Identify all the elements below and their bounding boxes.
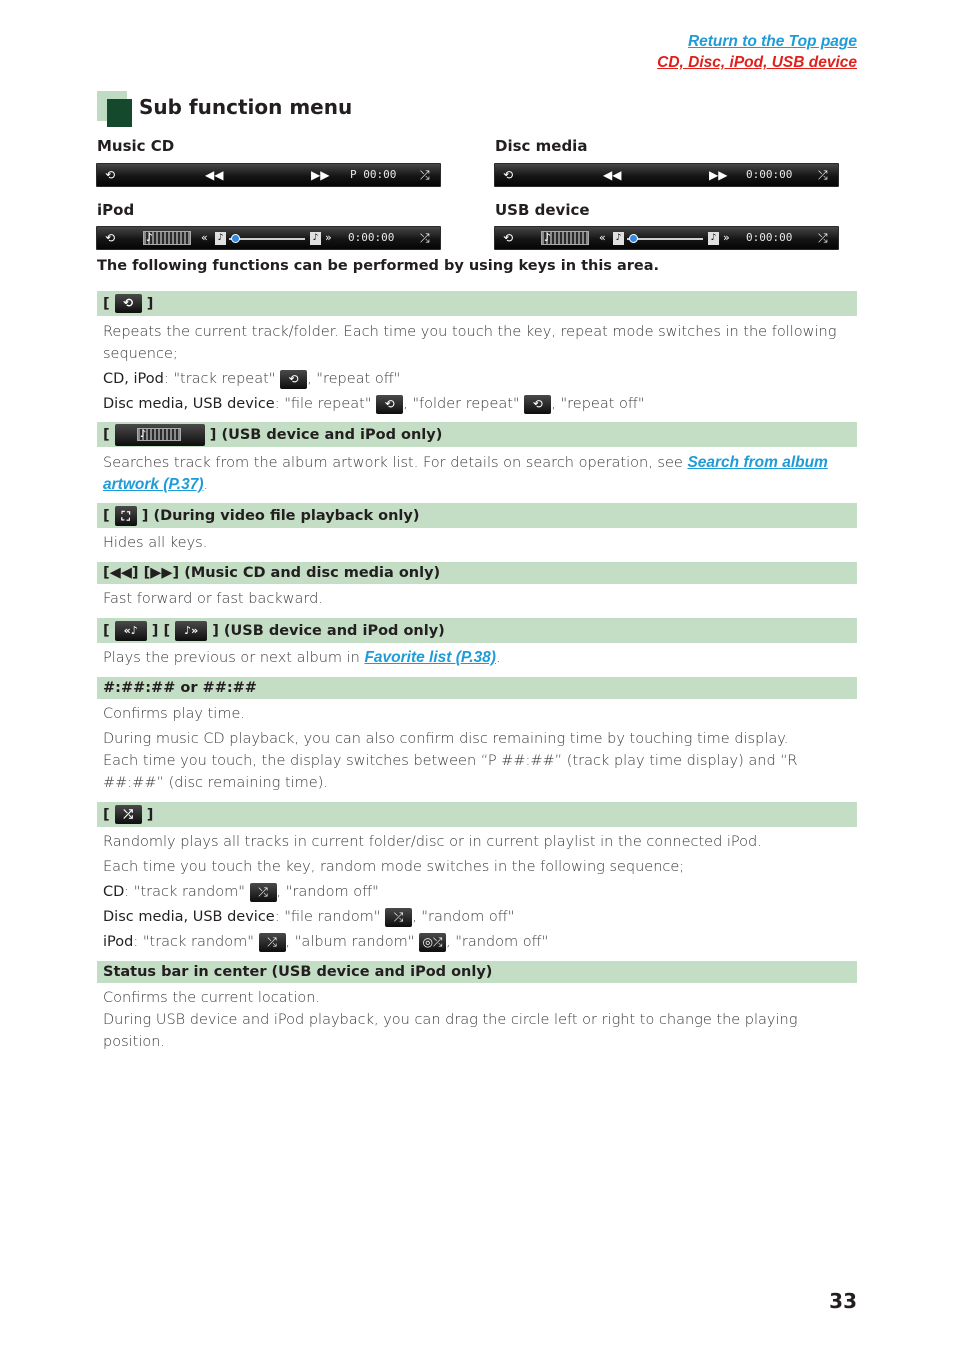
section-status-body (103, 987, 853, 1053)
random-ipod-sequence: iPod: "track random" ⤮ , "album random" ◎⤮ , "random off" (103, 934, 549, 950)
page-title-block (97, 91, 497, 127)
section-ffw-title: [◀◀] [▶▶] (Music CD and disc media only) (103, 565, 441, 581)
random-disc-sequence: Disc media, USB device: "file random" ⤮ , "random off" (103, 909, 515, 925)
shuffle-icon: ⤮ (385, 908, 412, 927)
shuffle-icon: ⤮ (115, 805, 142, 824)
music-cd-bar (96, 163, 441, 187)
repeat-icon[interactable]: ⟲ (105, 231, 116, 245)
search-album-artwork-link[interactable]: Search from album artwork (P.37) (103, 454, 828, 493)
period: . (203, 477, 209, 493)
shuffle-icon[interactable]: ⤮ (420, 231, 430, 245)
random-p1: Randomly plays all tracks in current folder/disc or in current playlist in the connected iPod. (103, 834, 762, 850)
return-top-link[interactable]: Return to the Top page (687, 33, 857, 50)
section-video-body: Hides all keys. (103, 535, 208, 551)
favorite-list-link[interactable]: Favorite list (P.38) (364, 649, 496, 666)
section-video-header (97, 503, 857, 528)
shuffle-icon[interactable]: ⤮ (420, 168, 430, 182)
hide-keys-icon: ⛶ (115, 506, 137, 526)
disc-media-bar (494, 163, 839, 187)
section-album-header (97, 618, 857, 643)
time-display[interactable]: P 00:00 (350, 168, 397, 181)
status-bar-knob[interactable] (231, 234, 240, 243)
rewind-icon[interactable]: ◀◀ (205, 168, 224, 182)
shuffle-icon: ⤮ (259, 933, 286, 952)
disc-media-label: Disc media (495, 137, 588, 155)
bracket-open: [ (103, 507, 110, 524)
bracket-open: [ (103, 806, 110, 823)
section-artwork-header (97, 422, 857, 447)
repeat-icon: ⟲ (280, 370, 307, 389)
section-ffw-body: Fast forward or fast backward. (103, 591, 323, 607)
bracket-close: ] (146, 295, 154, 312)
fast-forward-icon[interactable]: ▶▶ (311, 168, 330, 182)
time-p2: During music CD playback, you can also confirm disc remaining time by touching time display. (103, 731, 789, 747)
section-repeat-header (97, 291, 857, 316)
section-album-title: ] (USB device and iPod only) (212, 622, 445, 639)
time-p3: Each time you touch, the display switches between “P ##:##” (track play time display) and “R ##:##” (disc remaining time). (103, 753, 798, 791)
intro-text: The following functions can be performed by using keys in this area. (97, 258, 660, 274)
prev-album-icon[interactable]: « (599, 231, 606, 244)
section-video-title: ] (During video file playback only) (141, 507, 420, 524)
album-artwork-icon: ♪ (115, 424, 205, 446)
bracket-open: [ (103, 622, 110, 639)
section-random-body (103, 831, 853, 953)
prev-album-icon[interactable]: « (201, 231, 208, 244)
status-p1: Confirms the current location. (103, 990, 321, 1006)
artwork-description: Searches track from the album artwork list. For details on search operation, see (103, 455, 688, 471)
note-icon: ♪ (708, 232, 719, 245)
page-number: 33 (829, 1289, 857, 1313)
section-artwork-body (103, 452, 853, 496)
period: . (495, 650, 501, 666)
album-artwork-icon[interactable]: ♪ (541, 231, 589, 245)
status-bar-knob[interactable] (629, 234, 638, 243)
time-display[interactable]: 0:00:00 (746, 231, 793, 244)
section-link[interactable]: CD, Disc, iPod, USB device (657, 54, 857, 71)
section-repeat-body (103, 321, 853, 415)
status-bar-track[interactable] (627, 238, 703, 240)
bracket-mid: ] [ (151, 622, 171, 639)
section-status-header (97, 961, 857, 983)
section-random-header (97, 802, 857, 827)
section-time-body (103, 703, 853, 794)
album-artwork-icon[interactable]: ♪ (143, 231, 191, 245)
shuffle-icon: ⤮ (250, 883, 277, 902)
repeat-icon[interactable]: ⟲ (503, 231, 514, 245)
repeat-cd-sequence: CD, iPod: "track repeat" ⟲ , "repeat off" (103, 371, 401, 387)
note-icon: ♪ (215, 232, 226, 245)
repeat-icon: ⟲ (115, 294, 142, 313)
section-ffw-header (97, 562, 857, 584)
repeat-icon[interactable]: ⟲ (105, 168, 116, 182)
repeat-description: Repeats the current track/folder. Each time you touch the key, repeat mode switches in the following sequence; (103, 324, 837, 362)
fast-forward-icon[interactable]: ▶▶ (709, 168, 728, 182)
time-display[interactable]: 0:00:00 (348, 231, 395, 244)
bracket-open: [ (103, 295, 110, 312)
rewind-icon[interactable]: ◀◀ (603, 168, 622, 182)
shuffle-icon[interactable]: ⤮ (818, 231, 828, 245)
bracket-close: ] (146, 806, 154, 823)
top-nav (657, 31, 857, 73)
status-bar-track[interactable] (229, 238, 305, 240)
shuffle-icon[interactable]: ⤮ (818, 168, 828, 182)
page-title: Sub function menu (139, 95, 353, 119)
note-icon: ♪ (613, 232, 624, 245)
random-cd-sequence: CD: "track random" ⤮ , "random off" (103, 884, 379, 900)
music-cd-label: Music CD (97, 137, 175, 155)
prev-album-icon: «♪ (115, 621, 147, 641)
section-artwork-title: ] (USB device and iPod only) (209, 426, 443, 443)
repeat-folder-icon: ⟲ (524, 395, 551, 414)
ipod-bar (96, 226, 441, 250)
note-icon: ♪ (310, 232, 321, 245)
section-album-body (103, 647, 853, 669)
next-album-icon[interactable]: » (325, 231, 332, 244)
ipod-label: iPod (97, 201, 135, 219)
section-time-header (97, 677, 857, 699)
album-random-icon: ◎⤮ (419, 933, 446, 952)
repeat-file-icon: ⟲ (376, 395, 403, 414)
time-p1: Confirms play time. (103, 706, 245, 722)
repeat-disc-sequence: Disc media, USB device: "file repeat" ⟲ , "folder repeat" ⟲ , "repeat off" (103, 396, 645, 412)
next-album-icon[interactable]: » (723, 231, 730, 244)
time-display[interactable]: 0:00:00 (746, 168, 793, 181)
section-time-title: #:##:## or ##:## (103, 680, 257, 696)
section-status-title: Status bar in center (USB device and iPod only) (103, 964, 493, 980)
usb-device-label: USB device (495, 201, 590, 219)
title-marker-dark (107, 99, 132, 127)
bracket-open: [ (103, 426, 110, 443)
usb-device-bar (494, 226, 839, 250)
next-album-icon: ♪» (175, 621, 207, 641)
repeat-icon[interactable]: ⟲ (503, 168, 514, 182)
status-p2: During USB device and iPod playback, you can drag the circle left or right to change the playing position. (103, 1012, 798, 1050)
album-description: Plays the previous or next album in (103, 650, 365, 666)
random-p2: Each time you touch the key, random mode switches in the following sequence; (103, 859, 685, 875)
